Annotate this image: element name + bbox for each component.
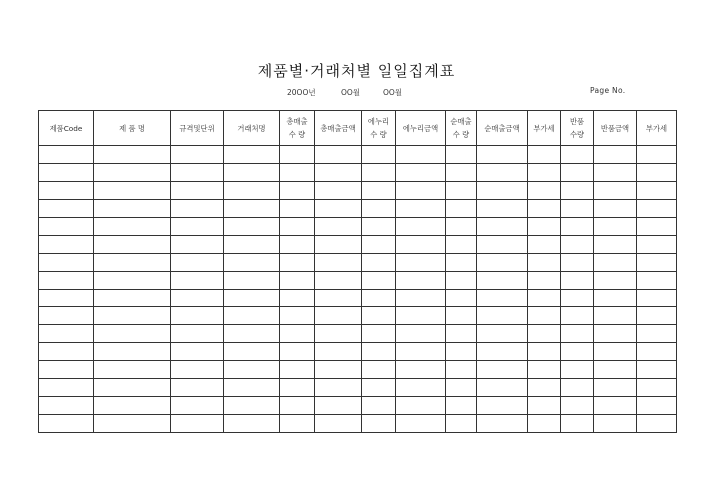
table-cell — [561, 343, 594, 361]
table-cell — [224, 217, 280, 235]
table-cell — [396, 343, 446, 361]
table-cell — [396, 163, 446, 181]
table-cell — [171, 271, 224, 289]
table-cell — [224, 343, 280, 361]
table-cell — [594, 199, 637, 217]
table-cell — [637, 415, 677, 433]
table-cell — [362, 289, 396, 307]
table-cell — [446, 379, 477, 397]
table-cell — [315, 361, 362, 379]
column-header-gross-sales-qty: 총매출 수 량 — [280, 111, 315, 146]
table-cell — [594, 343, 637, 361]
table-cell — [315, 181, 362, 199]
table-cell — [171, 217, 224, 235]
table-cell — [528, 397, 561, 415]
column-header-return-amount: 반품금액 — [594, 111, 637, 146]
table-cell — [224, 307, 280, 325]
table-cell — [528, 415, 561, 433]
table-cell — [561, 163, 594, 181]
table-cell — [315, 289, 362, 307]
table-cell — [561, 199, 594, 217]
table-cell — [39, 217, 94, 235]
table-cell — [528, 253, 561, 271]
table-cell — [528, 199, 561, 217]
table-cell — [561, 235, 594, 253]
table-cell — [528, 271, 561, 289]
table-cell — [224, 163, 280, 181]
column-header-net-sales-qty: 순매출 수 량 — [446, 111, 477, 146]
table-cell — [594, 361, 637, 379]
table-cell — [315, 235, 362, 253]
table-cell — [362, 235, 396, 253]
table-cell — [94, 415, 171, 433]
table-cell — [594, 217, 637, 235]
page-title: 제품별·거래처별 일일집계표 — [257, 62, 456, 80]
table-cell — [39, 235, 94, 253]
table-cell — [561, 146, 594, 164]
table-cell — [224, 181, 280, 199]
table-cell — [315, 325, 362, 343]
table-cell — [446, 325, 477, 343]
table-row — [39, 235, 677, 253]
table-cell — [396, 181, 446, 199]
table-cell — [594, 271, 637, 289]
table-cell — [171, 163, 224, 181]
table-cell — [171, 181, 224, 199]
table-cell — [280, 343, 315, 361]
table-cell — [561, 379, 594, 397]
table-cell — [477, 379, 528, 397]
table-cell — [594, 397, 637, 415]
table-cell — [94, 235, 171, 253]
table-cell — [446, 307, 477, 325]
table-cell — [94, 271, 171, 289]
table-cell — [280, 163, 315, 181]
table-cell — [171, 415, 224, 433]
table-cell — [362, 343, 396, 361]
table-cell — [39, 325, 94, 343]
table-cell — [39, 181, 94, 199]
table-cell — [396, 253, 446, 271]
table-row — [39, 271, 677, 289]
table-cell — [528, 146, 561, 164]
table-cell — [362, 163, 396, 181]
table-cell — [39, 271, 94, 289]
table-cell — [561, 289, 594, 307]
table-cell — [171, 146, 224, 164]
table-cell — [561, 325, 594, 343]
table-cell — [315, 163, 362, 181]
table-cell — [528, 307, 561, 325]
table-cell — [561, 307, 594, 325]
table-cell — [315, 217, 362, 235]
table-cell — [315, 415, 362, 433]
table-cell — [528, 361, 561, 379]
table-cell — [280, 217, 315, 235]
table-cell — [561, 271, 594, 289]
table-row — [39, 307, 677, 325]
table-row — [39, 217, 677, 235]
table-cell — [280, 253, 315, 271]
table-cell — [594, 253, 637, 271]
table-cell — [224, 289, 280, 307]
table-row — [39, 343, 677, 361]
table-cell — [94, 181, 171, 199]
table-cell — [224, 146, 280, 164]
table-cell — [280, 235, 315, 253]
column-header-return-vat: 부가세 — [637, 111, 677, 146]
table-cell — [477, 361, 528, 379]
table-cell — [446, 217, 477, 235]
table-cell — [396, 289, 446, 307]
table-cell — [396, 307, 446, 325]
table-row — [39, 289, 677, 307]
table-cell — [280, 415, 315, 433]
table-row — [39, 163, 677, 181]
table-cell — [94, 307, 171, 325]
table-cell — [315, 253, 362, 271]
column-header-vat: 부가세 — [528, 111, 561, 146]
table-cell — [637, 146, 677, 164]
table-cell — [280, 146, 315, 164]
table-cell — [594, 146, 637, 164]
table-cell — [561, 415, 594, 433]
table-cell — [315, 379, 362, 397]
table-cell — [171, 397, 224, 415]
table-cell — [637, 199, 677, 217]
column-header-product-name: 제 품 명 — [94, 111, 171, 146]
page-number-label: Page No. — [590, 86, 626, 95]
table-cell — [94, 163, 171, 181]
table-cell — [637, 253, 677, 271]
table-cell — [477, 343, 528, 361]
table-cell — [39, 415, 94, 433]
table-cell — [94, 361, 171, 379]
table-cell — [94, 325, 171, 343]
table-cell — [362, 379, 396, 397]
table-cell — [224, 325, 280, 343]
table-row — [39, 181, 677, 199]
table-cell — [396, 397, 446, 415]
table-cell — [280, 325, 315, 343]
table-cell — [637, 397, 677, 415]
table-cell — [637, 379, 677, 397]
column-header-gross-sales-amount: 총매출금액 — [315, 111, 362, 146]
table-cell — [280, 199, 315, 217]
date-month: OO월 — [341, 88, 361, 97]
table-cell — [637, 181, 677, 199]
table-cell — [528, 181, 561, 199]
table-cell — [362, 181, 396, 199]
table-cell — [396, 379, 446, 397]
table-cell — [637, 343, 677, 361]
table-cell — [637, 217, 677, 235]
column-header-discount-amount: 에누리금액 — [396, 111, 446, 146]
table-cell — [477, 199, 528, 217]
table-row — [39, 379, 677, 397]
table-row — [39, 361, 677, 379]
column-header-product-code: 제품Code — [39, 111, 94, 146]
table-cell — [594, 379, 637, 397]
table-cell — [315, 271, 362, 289]
table-cell — [637, 361, 677, 379]
table-cell — [224, 253, 280, 271]
table-cell — [362, 217, 396, 235]
column-header-client-name: 거래처명 — [224, 111, 280, 146]
table-cell — [315, 146, 362, 164]
table-cell — [171, 235, 224, 253]
table-cell — [561, 217, 594, 235]
table-cell — [362, 307, 396, 325]
table-cell — [171, 199, 224, 217]
table-cell — [39, 307, 94, 325]
table-cell — [362, 146, 396, 164]
table-cell — [171, 253, 224, 271]
table-cell — [446, 146, 477, 164]
table-cell — [224, 235, 280, 253]
table-cell — [446, 199, 477, 217]
table-cell — [280, 289, 315, 307]
table-cell — [446, 253, 477, 271]
table-cell — [637, 307, 677, 325]
table-cell — [171, 379, 224, 397]
table-cell — [224, 361, 280, 379]
table-cell — [594, 307, 637, 325]
column-header-return-qty: 반품 수량 — [561, 111, 594, 146]
table-cell — [637, 271, 677, 289]
table-cell — [39, 199, 94, 217]
table-cell — [396, 146, 446, 164]
table-cell — [171, 307, 224, 325]
table-cell — [362, 397, 396, 415]
table-cell — [362, 199, 396, 217]
table-cell — [39, 343, 94, 361]
table-cell — [561, 253, 594, 271]
table-cell — [224, 199, 280, 217]
table-cell — [396, 415, 446, 433]
table-cell — [362, 325, 396, 343]
table-cell — [171, 289, 224, 307]
table-cell — [224, 415, 280, 433]
table-cell — [637, 235, 677, 253]
table-cell — [528, 343, 561, 361]
table-cell — [280, 379, 315, 397]
table-cell — [396, 199, 446, 217]
table-cell — [280, 361, 315, 379]
table-cell — [477, 397, 528, 415]
table-cell — [39, 253, 94, 271]
table-cell — [39, 379, 94, 397]
table-cell — [39, 146, 94, 164]
table-cell — [39, 397, 94, 415]
table-cell — [39, 163, 94, 181]
table-cell — [477, 181, 528, 199]
table-cell — [477, 163, 528, 181]
table-cell — [171, 361, 224, 379]
table-header-row — [39, 111, 677, 146]
table-cell — [396, 217, 446, 235]
table-row — [39, 325, 677, 343]
table-cell — [594, 235, 637, 253]
table-cell — [362, 253, 396, 271]
table-cell — [224, 379, 280, 397]
table-cell — [396, 361, 446, 379]
table-row — [39, 253, 677, 271]
table-cell — [224, 397, 280, 415]
table-cell — [528, 289, 561, 307]
table-cell — [446, 289, 477, 307]
table-cell — [446, 235, 477, 253]
table-cell — [171, 343, 224, 361]
table-cell — [446, 343, 477, 361]
table-cell — [528, 235, 561, 253]
table-cell — [594, 163, 637, 181]
daily-summary-table — [38, 110, 677, 433]
table-cell — [362, 271, 396, 289]
table-cell — [94, 199, 171, 217]
table-cell — [280, 271, 315, 289]
table-cell — [637, 289, 677, 307]
table-cell — [637, 163, 677, 181]
table-body — [39, 146, 677, 433]
table-cell — [594, 289, 637, 307]
table-cell — [477, 253, 528, 271]
table-cell — [94, 253, 171, 271]
table-cell — [594, 181, 637, 199]
table-cell — [477, 146, 528, 164]
table-cell — [171, 325, 224, 343]
table-cell — [315, 343, 362, 361]
table-cell — [477, 415, 528, 433]
table-cell — [94, 289, 171, 307]
table-cell — [446, 163, 477, 181]
table-cell — [446, 361, 477, 379]
table-cell — [528, 217, 561, 235]
table-cell — [280, 307, 315, 325]
table-cell — [39, 361, 94, 379]
table-row — [39, 415, 677, 433]
table-cell — [477, 217, 528, 235]
table-row — [39, 199, 677, 217]
table-cell — [477, 289, 528, 307]
table-cell — [637, 325, 677, 343]
table-cell — [561, 361, 594, 379]
table-cell — [477, 235, 528, 253]
table-cell — [315, 307, 362, 325]
table-cell — [94, 217, 171, 235]
table-cell — [528, 163, 561, 181]
table-cell — [446, 271, 477, 289]
column-header-spec-unit: 규격및단위 — [171, 111, 224, 146]
table-cell — [94, 379, 171, 397]
table-cell — [362, 415, 396, 433]
table-cell — [396, 235, 446, 253]
table-cell — [396, 325, 446, 343]
date-day: OO월 — [383, 88, 403, 97]
table-cell — [315, 199, 362, 217]
table-cell — [280, 397, 315, 415]
table-cell — [396, 271, 446, 289]
table-cell — [280, 181, 315, 199]
column-header-discount-qty: 에누리 수 량 — [362, 111, 396, 146]
table-cell — [94, 397, 171, 415]
table-cell — [561, 181, 594, 199]
table-row — [39, 146, 677, 164]
table-cell — [39, 289, 94, 307]
table-cell — [446, 397, 477, 415]
table-cell — [594, 325, 637, 343]
table-cell — [362, 361, 396, 379]
table-cell — [528, 379, 561, 397]
table-cell — [477, 271, 528, 289]
table-cell — [224, 271, 280, 289]
table-cell — [315, 397, 362, 415]
table-cell — [446, 181, 477, 199]
column-header-net-sales-amount: 순매출금액 — [477, 111, 528, 146]
table-cell — [594, 415, 637, 433]
table-cell — [477, 325, 528, 343]
table-cell — [94, 343, 171, 361]
table-cell — [561, 397, 594, 415]
table-cell — [446, 415, 477, 433]
table-row — [39, 397, 677, 415]
table-cell — [477, 307, 528, 325]
table-cell — [528, 325, 561, 343]
date-year: 20OO년 — [287, 88, 316, 97]
table-cell — [94, 146, 171, 164]
